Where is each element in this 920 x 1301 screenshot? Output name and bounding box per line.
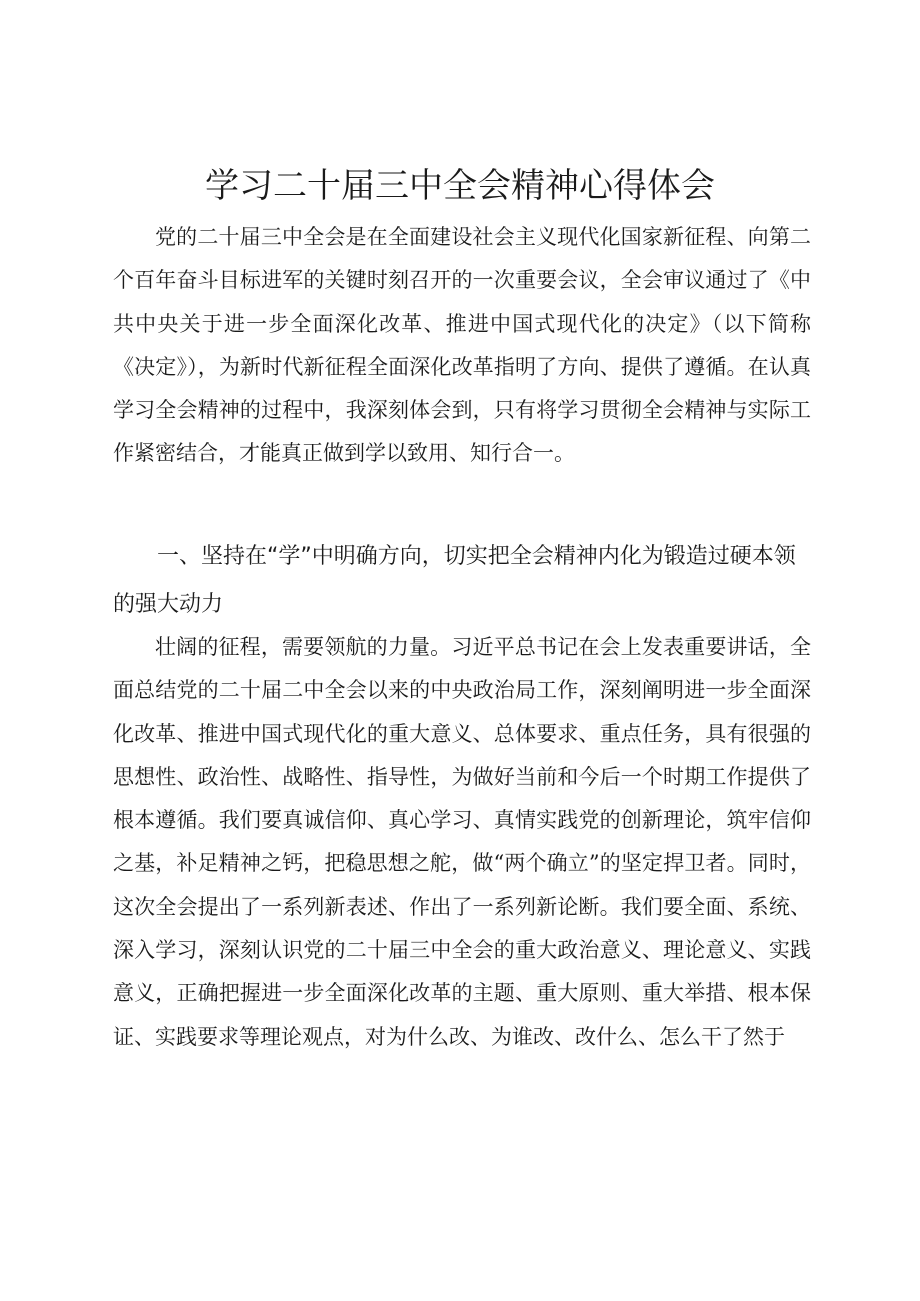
section-heading-1: 一、坚持在“学”中明确方向，切实把全会精神内化为锻造过硬本领的强大动力 bbox=[113, 544, 796, 617]
paragraph-intro: 党的二十届三中全会是在全面建设社会主义现代化国家新征程、向第二个百年奋斗目标进军的关键时刻召开的一次重要会议，全会审议通过了《中共中央关于进一步全面深化改革、推进中国式现代化的决定》（以下简称《决定》），为新时代新征程全面深化改革指明了方向、提供了遵循。在认真学习全会精神的过程中，我深刻体会到，只有将学习贯彻全会精神与实际工作紧密结合，才能真正做到学以致用、知行合一。 bbox=[113, 225, 811, 466]
paragraph-section-1: 壮阔的征程，需要领航的力量。习近平总书记在会上发表重要讲话，全面总结党的二十届二中全会以来的中央政治局工作，深刻阐明进一步全面深化改革、推进中国式现代化的重大意义、总体要求、重点任务，具有很强的思想性、政治性、战略性、指导性，为做好当前和今后一个时期工作提供了根本遵循。我们要真诚信仰、真心学习、真情实践党的创新理论，筑牢信仰之基，补足精神之钙，把稳思想之舵，做“两个确立”的坚定捍卫者。同时，这次全会提出了一系列新表述、作出了一系列新论断。我们要全面、系统、深入学习，深刻认识党的二十届三中全会的重大政治意义、理论意义、实践意义，正确把握进一步全面深化改革的主题、重大原则、重大举措、根本保证、实践要求等理论观点，对为什么改、为谁改、改什么、怎么干了然于 bbox=[113, 635, 811, 1049]
document-title: 学习二十届三中全会精神心得体会 bbox=[205, 166, 715, 206]
